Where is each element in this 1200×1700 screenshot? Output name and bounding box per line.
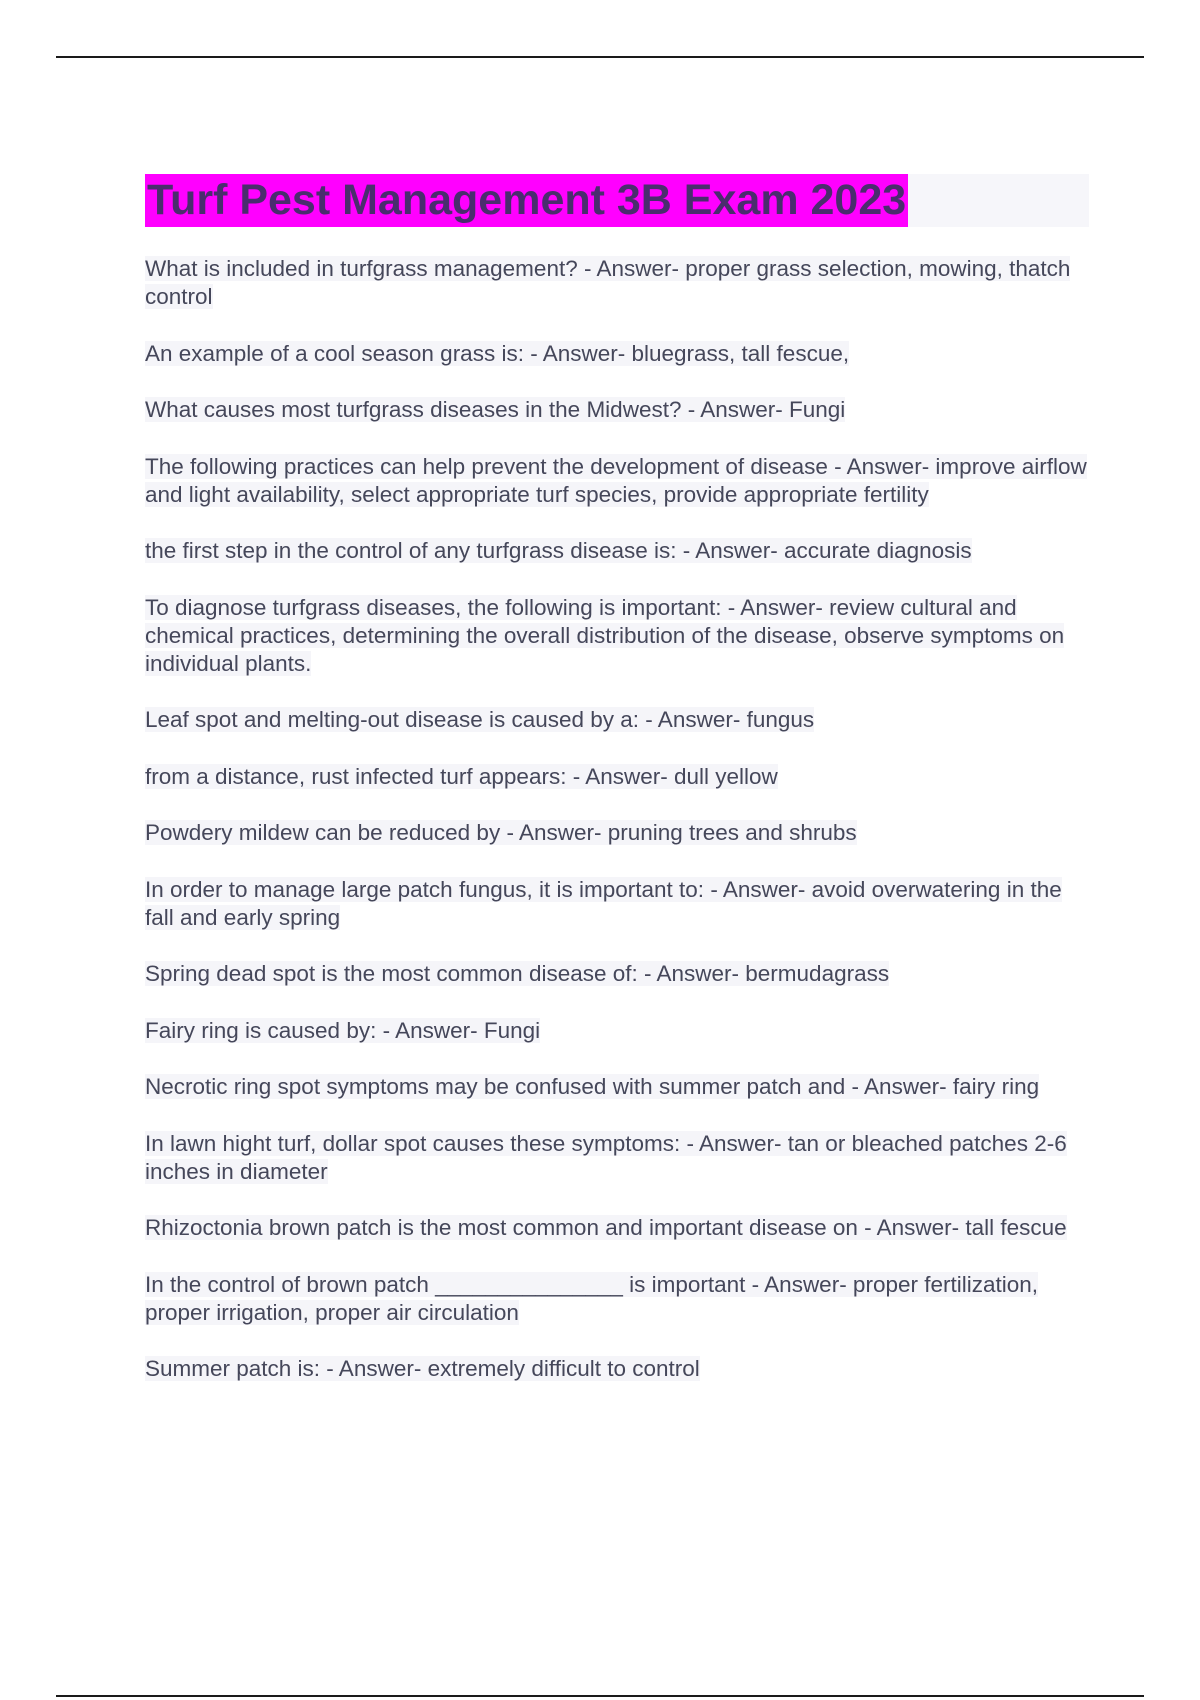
qa-item-4 — [145, 453, 1089, 509]
qa-item-1 — [145, 255, 1089, 311]
qa-item-9 — [145, 819, 1089, 847]
qa-item-6 — [145, 594, 1089, 678]
qa-text: In order to manage large patch fungus, it is important to: - Answer- avoid overwatering in the fall and early spring — [145, 876, 1062, 930]
qa-text: from a distance, rust infected turf appears: - Answer- dull yellow — [145, 763, 778, 789]
qa-item-2 — [145, 340, 1089, 368]
qa-item-15 — [145, 1214, 1089, 1242]
qa-item-3 — [145, 396, 1089, 424]
qa-item-11 — [145, 960, 1089, 988]
qa-text: An example of a cool season grass is: - Answer- bluegrass, tall fescue, — [145, 340, 850, 366]
qa-text: Fairy ring is caused by: - Answer- Fungi — [145, 1017, 541, 1043]
qa-item-12 — [145, 1017, 1089, 1045]
qa-text: What causes most turfgrass diseases in the Midwest? - Answer- Fungi — [145, 397, 846, 422]
qa-item-16 — [145, 1271, 1089, 1327]
qa-item-17 — [145, 1355, 1089, 1383]
qa-text: the first step in the control of any turfgrass disease is: - Answer- accurate diagnosis — [145, 538, 972, 563]
qa-text: To diagnose turfgrass diseases, the following is important: - Answer- review cultural and chemical practices, determining the overall distribution of the disease, observe symptoms on individual plants. — [145, 594, 1065, 676]
qa-item-5 — [145, 537, 1089, 565]
qa-item-10 — [145, 876, 1089, 932]
qa-text: The following practices can help prevent the development of disease - Answer- improve airflow and light availability, select appropriate turf species, provide appropriate fertility — [145, 453, 1087, 507]
qa-text: Spring dead spot is the most common disease of: - Answer- bermudagrass — [145, 961, 890, 986]
bottom-rule — [56, 1695, 1144, 1697]
title-band — [145, 174, 1089, 227]
qa-item-8 — [145, 763, 1089, 791]
qa-item-7 — [145, 706, 1089, 734]
document-title: Turf Pest Management 3B Exam 2023 — [145, 174, 908, 227]
qa-item-14 — [145, 1130, 1089, 1186]
qa-text: In the control of brown patch _______________ is important - Answer- proper fertilization, proper irrigation, proper air circulation — [145, 1271, 1039, 1325]
qa-text: Leaf spot and melting-out disease is caused by a: - Answer- fungus — [145, 707, 815, 732]
qa-text: Necrotic ring spot symptoms may be confused with summer patch and - Answer- fairy ring — [145, 1074, 1040, 1099]
qa-text: Powdery mildew can be reduced by - Answer- pruning trees and shrubs — [145, 820, 857, 845]
qa-text: What is included in turfgrass management? - Answer- proper grass selection, mowing, thatch control — [145, 256, 1071, 309]
qa-text: Summer patch is: - Answer- extremely difficult to control — [145, 1356, 700, 1381]
document-body — [145, 174, 1089, 1412]
qa-item-13 — [145, 1073, 1089, 1101]
qa-text: Rhizoctonia brown patch is the most common and important disease on - Answer- tall fescue — [145, 1215, 1067, 1240]
qa-text: In lawn hight turf, dollar spot causes these symptoms: - Answer- tan or bleached patches 2-6 inches in diameter — [145, 1130, 1067, 1184]
top-rule — [56, 56, 1144, 58]
